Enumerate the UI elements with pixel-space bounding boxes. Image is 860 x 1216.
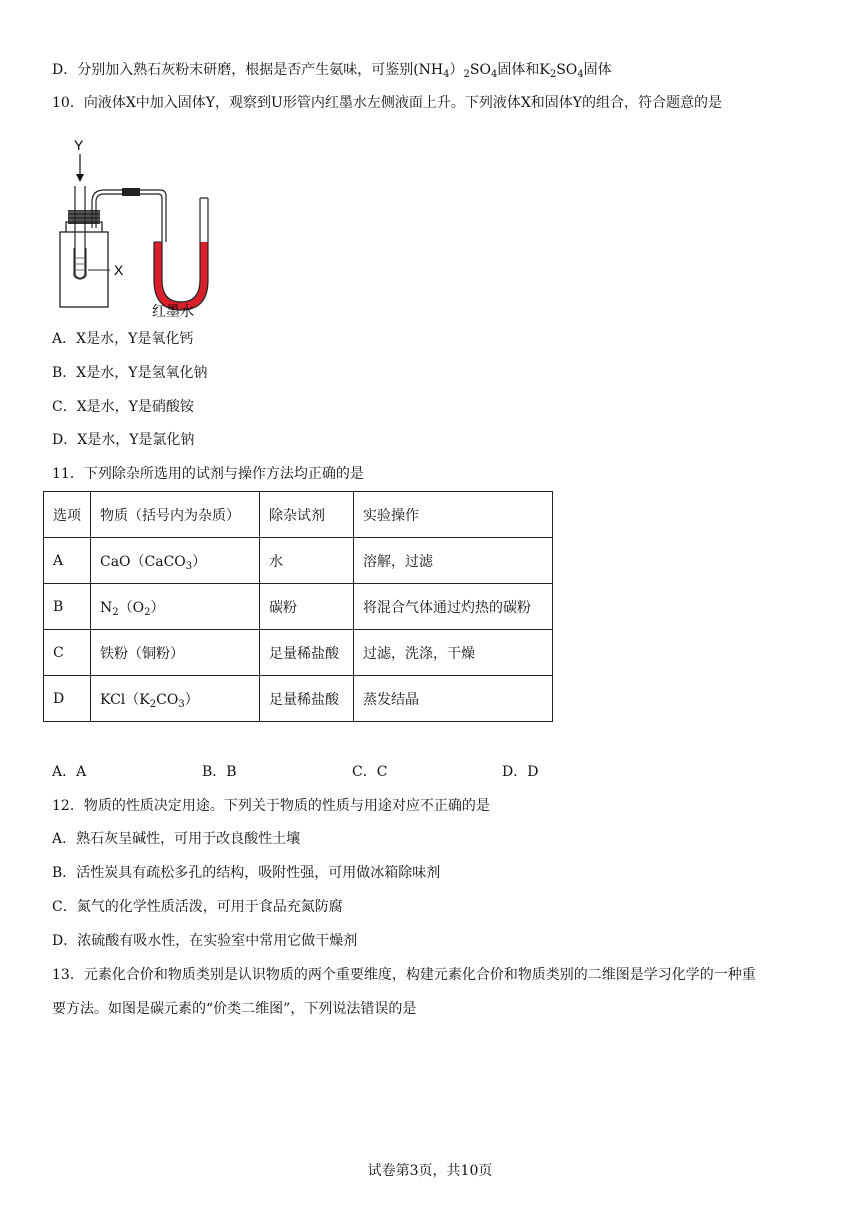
- substance-text: ）: [150, 599, 165, 616]
- q9-option-d-text-5: SO: [556, 62, 578, 78]
- q9-option-d-text-2: ）: [449, 62, 464, 78]
- sub: 4: [577, 69, 584, 80]
- q9-option-d-text-3: SO: [469, 62, 491, 78]
- substance-text: N: [100, 599, 113, 616]
- arrow-head: [76, 174, 84, 182]
- q12-option-a: A．熟石灰呈碱性，可用于改良酸性土壤: [52, 831, 301, 847]
- q12-option-b: B．活性炭具有疏松多孔的结构，吸附性强，可用做冰箱除味剂: [52, 865, 441, 881]
- substance-text: CO: [156, 691, 179, 708]
- cell-operation: 将混合气体通过灼热的碳粉: [354, 584, 553, 630]
- cell-option: C: [44, 630, 91, 676]
- sub: 2: [463, 69, 470, 80]
- sub: 3: [178, 698, 185, 710]
- cell-substance: [91, 538, 260, 584]
- q9-option-d: [52, 60, 612, 80]
- table-row: [44, 538, 553, 584]
- apparatus-diagram: [52, 130, 232, 320]
- q12-option-d: D．浓硫酸有吸水性，在实验室中常用它做干燥剂: [52, 933, 358, 949]
- substance-text: CaO（CaCO: [100, 553, 186, 570]
- q10-option-d: D．X是水，Y是氯化钠: [52, 432, 195, 448]
- sub: 2: [549, 69, 557, 80]
- cell-reagent: 碳粉: [260, 584, 354, 630]
- q11-answer-c: C．C: [352, 764, 388, 780]
- q11-answer-a: A．A: [52, 764, 87, 780]
- table-row: [44, 584, 553, 630]
- cell-substance: 铁粉（铜粉）: [91, 630, 260, 676]
- sub: 2: [144, 606, 151, 618]
- label-x: X: [114, 262, 124, 278]
- table-header-row: [44, 492, 553, 538]
- label-red-ink: 红墨水: [152, 303, 194, 319]
- header-reagent: 除杂试剂: [260, 492, 354, 538]
- q9-option-d-text-4: 固体和K: [497, 62, 550, 78]
- outlet-bend-outer: [92, 190, 124, 202]
- substance-text: ）: [192, 553, 207, 570]
- cell-option: B: [44, 584, 91, 630]
- q10-stem: 10．向液体X中加入固体Y，观察到U形管内红墨水左侧液面上升。下列液体X和固体Y的组合，符合题意的是: [52, 95, 723, 111]
- inner-tube: [74, 248, 86, 279]
- rubber-connector: [122, 188, 140, 196]
- cell-substance: [91, 584, 260, 630]
- q13-stem-line2: 要方法。如图是碳元素的“价类二维图”，下列说法错误的是: [52, 1001, 417, 1017]
- outlet-bend-inner: [96, 194, 124, 202]
- q9-option-d-text-6: 固体: [583, 62, 612, 78]
- liquid-marks: [76, 258, 84, 270]
- purification-table: [43, 491, 553, 722]
- sub: 4: [490, 69, 498, 80]
- table-row: [44, 676, 553, 722]
- cell-operation: 过滤，洗涤，干燥: [354, 630, 553, 676]
- sub: 3: [185, 560, 193, 572]
- q10-option-c: C．X是水，Y是硝酸铵: [52, 399, 194, 415]
- cell-substance: [91, 676, 260, 722]
- q12-stem: 12．物质的性质决定用途。下列关于物质的性质与用途对应不正确的是: [52, 798, 490, 814]
- cell-operation: 溶解，过滤: [354, 538, 553, 584]
- q11-stem: 11．下列除杂所选用的试剂与操作方法均正确的是: [52, 466, 364, 482]
- q10-option-a: A．X是水，Y是氧化钙: [52, 331, 194, 347]
- q10-option-b: B．X是水，Y是氢氧化钠: [52, 365, 208, 381]
- cell-reagent: 足量稀盐酸: [260, 630, 354, 676]
- substance-text: （O: [118, 599, 145, 616]
- q11-answer-d: D．D: [502, 764, 539, 780]
- cell-reagent: 足量稀盐酸: [260, 676, 354, 722]
- table-row: [44, 630, 553, 676]
- header-option: 选项: [44, 492, 91, 538]
- header-substance: 物质（括号内为杂质）: [91, 492, 260, 538]
- sub: 2: [149, 698, 157, 710]
- cell-option: A: [44, 538, 91, 584]
- sub: 4: [443, 69, 450, 80]
- cell-operation: 蒸发结晶: [354, 676, 553, 722]
- q11-answer-b: B．B: [202, 764, 237, 780]
- connector-tube-inner: [140, 194, 162, 210]
- label-y: Y: [74, 137, 84, 153]
- substance-text: KCl（K: [100, 691, 150, 708]
- q9-option-d-text-1: D．分别加入熟石灰粉末研磨，根据是否产生氨味，可鉴别(NH: [52, 62, 444, 78]
- sub: 2: [112, 606, 119, 618]
- page-footer: 试卷第3页，共10页: [367, 1163, 493, 1179]
- header-operation: 实验操作: [354, 492, 553, 538]
- substance-text: ）: [184, 691, 199, 708]
- q12-option-c: C．氮气的化学性质活泼，可用于食品充氮防腐: [52, 899, 343, 915]
- q13-stem-line1: 13．元素化合价和物质类别是认识物质的两个重要维度，构建元素化合价和物质类别的二维图是学习化学的一种重: [52, 967, 756, 983]
- cell-option: D: [44, 676, 91, 722]
- cell-reagent: 水: [260, 538, 354, 584]
